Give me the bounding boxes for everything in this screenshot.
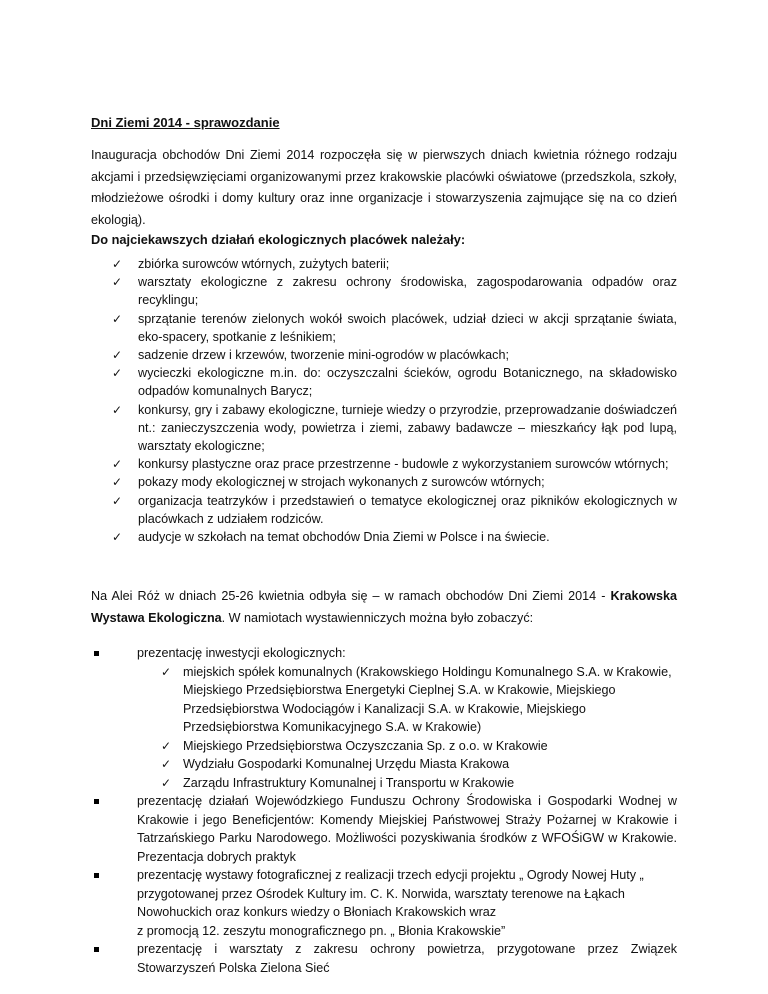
list-item: ✓ audycje w szkołach na temat obchodów Dnia Ziemi w Polsce i na świecie. [91, 528, 677, 546]
list-item: prezentację działań Wojewódzkiego Funduszu Ochrony Środowiska i Gospodarki Wodnej w Krakowie i jego Beneficjentów: Komendy Miejskiej Państwowej Straży Pożarnej w Krakowie i Tatrzańskiego Parku Narodowego. Możliwości pozyskiwania środków z WFOŚiGW w Krakowie. Prezentacja dobrych praktyk [91, 792, 677, 866]
square-bullet-icon [94, 873, 99, 878]
list-item: prezentację i warsztaty z zakresu ochrony powietrza, przygotowane przez Związek Stowarzyszeń Polska Zielona Sieć [91, 940, 677, 977]
checkmark-icon: ✓ [112, 530, 123, 545]
square-bullet-icon [94, 947, 99, 952]
list-item: prezentację wystawy fotograficznej z realizacji trzech edycji projektu „ Ogrody Nowej Huty „ przygotowanej przez Ośrodek Kultury im. C. K. Norwida, warsztaty terenowe na Łąkach Nowohuckich oraz konkurs wiedzy o Błoniach Krakowskich wraz z promocją 12. zeszytu monograficznego pn. „ Błonia Krakowskie” [91, 866, 677, 940]
list-item: ✓ Wydziału Gospodarki Komunalnej Urzędu Miasta Krakowa [137, 755, 677, 774]
document-title: Dni Ziemi 2014 - sprawozdanie [91, 115, 280, 130]
list-item: ✓ wycieczki ekologiczne m.in. do: oczyszczalni ścieków, ogrodu Botanicznego, na składowisko odpadów komunalnych Barycz; [112, 366, 677, 399]
checkmark-icon: ✓ [112, 311, 123, 326]
list-item: ✓ konkursy, gry i zabawy ekologiczne, turnieje wiedzy o przyrodzie, przeprowadzanie doświadczeń nt.: zanieczyszczenia wody, powietrza i ziemi, zabawy badawcze – mieszkańcy łąk pod lupą, warsztaty ekologiczne; [112, 402, 677, 454]
checkmark-icon: ✓ [161, 757, 172, 771]
sub-list [137, 663, 677, 793]
list-item: ✓ miejskich spółek komunalnych (Krakowskiego Holdingu Komunalnego S.A. w Krakowie, Miejskiego Przedsiębiorstwa Energetyki Cieplnej S.A. w Krakowie, Miejskiego Przedsiębiorstwa Wodociągów i Kanalizacji S.A. w Krakowie, Miejskiego Przedsiębiorstwa Komunikacyjnego S.A. w Krakowie) [161, 664, 672, 734]
list-item: ✓ sprzątanie terenów zielonych wokół swoich placówek, udział dzieci w akcji sprzątanie świata, eko-spacery, spotkanie z leśnikiem; [112, 311, 677, 344]
checkmark-icon: ✓ [112, 275, 123, 290]
list-item: ✓ konkursy plastyczne oraz prace przestrzenne - budowle z wykorzystaniem surowców wtórnych; [91, 455, 677, 473]
checkmark-icon: ✓ [112, 348, 123, 363]
list-item: ✓ Miejskiego Przedsiębiorstwa Oczyszczania Sp. z o.o. w Krakowie [137, 737, 677, 756]
square-bullet-icon [94, 651, 99, 656]
checkmark-icon: ✓ [112, 457, 123, 472]
exhibits-list [91, 644, 677, 977]
intro-paragraph: Inauguracja obchodów Dni Ziemi 2014 rozpoczęła się w pierwszych dniach kwietnia różnego rodzaju akcjami i przedsięwzięciami organizowanymi przez krakowskie placówki oświatowe (przedszkola, szkoły, młodzieżowe ośrodki i domy kultury oraz inne organizacje i stowarzyszenia zajmujące się na co dzień ekologią). [91, 148, 677, 227]
list-item: ✓ sadzenie drzew i krzewów, tworzenie mini-ogrodów w placówkach; [91, 346, 677, 364]
list-item: ✓ organizacja teatrzyków i przedstawień o tematyce ekologicznej oraz pikników ekologicznych w placówkach z udziałem rodziców. [112, 493, 677, 526]
list-item: ✓ zbiórka surowców wtórnych, zużytych baterii; [91, 255, 677, 273]
list-item: prezentację inwestycji ekologicznych: ✓ miejskich spółek komunalnych (Krakowskiego Holdingu Komunalnego S.A. w Krakowie, Miejskiego Przedsiębiorstwa Energetyki Cieplnej S.A. w Krakowie, Miejskiego Przedsiębiorstwa Wodociągów i Kanalizacji S.A. w Krakowie, Miejskiego Przedsiębiorstwa Komunikacyjnego S.A. w Krakowie) ✓ Miejskiego Przedsiębiorstwa Oczyszczania Sp. z o.o. w Krakowie ✓ Wydziału Gospodarki Komunalnej Urzędu Miasta Krakowa ✓ Zarządu Infrastruktury Komunalnej i Transportu w Krakowie [91, 644, 677, 792]
checkmark-icon: ✓ [112, 257, 123, 271]
exhibition-paragraph: Na Alei Róż w dniach 25-26 kwietnia odbyła się – w ramach obchodów Dni Ziemi 2014 - Krakowska Wystawa Ekologiczna. W namiotach wystawienniczych można było zobaczyć: [91, 589, 677, 625]
checkmark-icon: ✓ [112, 493, 123, 508]
activities-list [91, 255, 677, 546]
checkmark-icon: ✓ [112, 475, 123, 490]
list-item: ✓ pokazy mody ekologicznej w strojach wykonanych z surowców wtórnych; [91, 473, 677, 491]
checkmark-icon: ✓ [112, 366, 123, 381]
checkmark-icon: ✓ [161, 738, 172, 753]
checkmark-icon: ✓ [161, 775, 172, 790]
list-item: ✓ warsztaty ekologiczne z zakresu ochrony środowiska, zagospodarowania odpadów oraz recyklingu; [112, 275, 677, 308]
list-item: ✓ Zarządu Infrastruktury Komunalnej i Transportu w Krakowie [137, 774, 677, 793]
square-bullet-icon [94, 799, 99, 804]
activities-heading: Do najciekawszych działań ekologicznych placówek należały: [91, 232, 466, 247]
checkmark-icon: ✓ [161, 664, 172, 679]
exhibition-name: Krakowska Wystawa Ekologiczna [91, 589, 677, 625]
checkmark-icon: ✓ [112, 402, 123, 417]
